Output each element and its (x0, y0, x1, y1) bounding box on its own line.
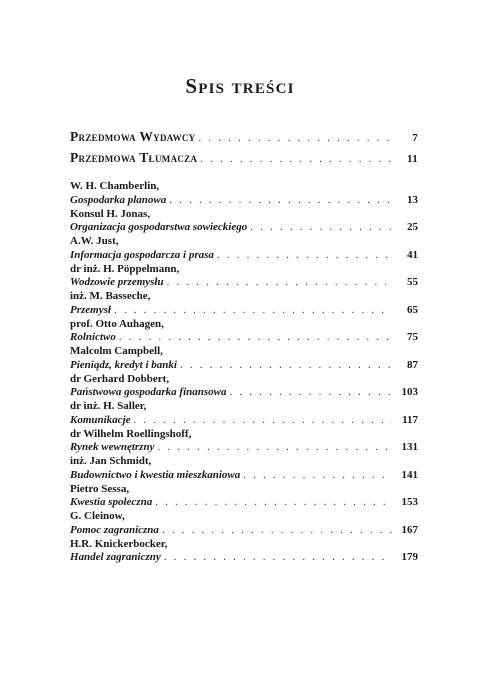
toc-entry (70, 235, 418, 263)
dot-leader (119, 331, 392, 344)
toc-entry (70, 263, 418, 291)
toc-page-number: 87 (407, 358, 418, 371)
toc-entry (70, 180, 418, 208)
toc-page-number: 179 (401, 551, 418, 563)
toc-author: Malcolm Campbell, (70, 345, 163, 357)
toc-page-number: 167 (401, 523, 418, 536)
toc-work-row (70, 194, 418, 207)
toc-page-number: 41 (407, 248, 418, 261)
toc-page-number: 103 (401, 386, 418, 398)
toc-entry (70, 400, 418, 428)
toc-work-title: Przemysł (70, 303, 111, 316)
toc-entry (70, 510, 418, 538)
dot-leader (167, 276, 392, 289)
dot-leader (157, 441, 392, 454)
dot-leader (162, 524, 392, 537)
toc-author: G. Cleinow, (70, 510, 125, 522)
toc-work-row (70, 386, 418, 399)
toc-work-title: Gospodarka planowa (70, 193, 167, 206)
toc-page-number: 141 (401, 468, 418, 481)
toc-entry (70, 455, 418, 483)
dot-leader (217, 249, 392, 262)
dot-leader (164, 551, 392, 564)
toc-work-title: Budownictwo i kwestia mieszkaniowa (70, 468, 241, 481)
toc-work-title: Komunikacje (70, 413, 131, 426)
toc-author: dr Gerhard Dobbert, (70, 372, 170, 385)
toc-entry (70, 345, 418, 373)
toc-entry (70, 428, 418, 456)
dot-leader (134, 414, 392, 427)
toc-work-row (70, 469, 418, 482)
dot-leader (169, 194, 392, 207)
toc-work-title: Organizacja gospodarstwa sowieckiego (70, 221, 248, 233)
toc-work-title: Pieniądz, kredyt i banki (70, 358, 177, 371)
toc-author: inż. Jan Schmidt, (70, 455, 152, 467)
dot-leader (250, 221, 392, 234)
toc-entry (70, 290, 418, 318)
toc-work-title: Rynek wewnętrzny (70, 441, 155, 453)
toc-work-title: Informacja gospodarcza i prasa (70, 248, 214, 261)
dot-leader (243, 469, 392, 482)
toc-work-row (70, 441, 418, 454)
toc-author: inż. M. Basseche, (70, 290, 151, 302)
toc-page-number: 25 (407, 221, 418, 233)
toc-work-row (70, 221, 418, 234)
dot-leader (200, 153, 392, 165)
dot-leader (114, 304, 392, 317)
toc-main-entry (70, 150, 418, 171)
toc-main-label: Przedmowa Tłumacza (70, 150, 198, 165)
section-gap (70, 171, 418, 180)
toc-work-row (70, 304, 418, 317)
dot-leader (198, 132, 392, 144)
toc-page-number: 7 (412, 132, 418, 144)
toc-entry (70, 538, 418, 566)
toc-entry (70, 208, 418, 236)
toc-author: Konsul H. Jonas, (70, 207, 151, 220)
toc-work-row (70, 331, 418, 344)
toc-work-row (70, 276, 418, 289)
toc-work-title: Rolnictwo (70, 331, 116, 343)
toc-work-title: Handel zagraniczny (70, 551, 161, 563)
toc-author: Pietro Sessa, (70, 482, 130, 495)
toc-work-title: Kwestia społeczna (70, 496, 153, 508)
toc-author: prof. Otto Auhagen, (70, 317, 164, 330)
table-of-contents (70, 129, 418, 565)
toc-author: dr inż. H. Pöppelmann, (70, 262, 180, 275)
dot-leader (155, 496, 392, 509)
dot-leader (229, 386, 392, 399)
toc-entry (70, 483, 418, 511)
toc-page-number: 55 (407, 276, 418, 288)
toc-work-row (70, 359, 418, 372)
page-title: Spis treści (185, 74, 295, 98)
toc-work-title: Państwowa gospodarka finansowa (70, 386, 227, 398)
toc-page-number: 131 (401, 441, 418, 453)
toc-page-number: 11 (407, 153, 418, 165)
toc-author: A.W. Just, (70, 235, 119, 247)
toc-work-row (70, 249, 418, 262)
toc-work-row (70, 524, 418, 537)
toc-page-number: 75 (407, 331, 418, 343)
toc-work-row (70, 551, 418, 564)
dot-leader (180, 359, 392, 372)
toc-work-row (70, 496, 418, 509)
toc-author: dr inż. H. Saller, (70, 400, 147, 412)
toc-author: dr Wilhelm Roellingshoff, (70, 427, 192, 440)
toc-work-title: Pomoc zagraniczna (70, 523, 159, 536)
toc-page-number: 117 (402, 413, 418, 426)
toc-author: W. H. Chamberlin, (70, 180, 160, 192)
toc-work-title: Wodzowie przemysłu (70, 276, 164, 288)
toc-author: H.R. Knickerbocker, (70, 537, 168, 550)
toc-entry (70, 373, 418, 401)
toc-main-label: Przedmowa Wydawcy (70, 129, 196, 144)
toc-page-number: 65 (407, 303, 418, 316)
toc-page-number: 153 (401, 496, 418, 508)
toc-entry (70, 318, 418, 346)
toc-main-entry (70, 129, 418, 150)
toc-work-row (70, 414, 418, 427)
toc-page-number: 13 (407, 193, 418, 206)
